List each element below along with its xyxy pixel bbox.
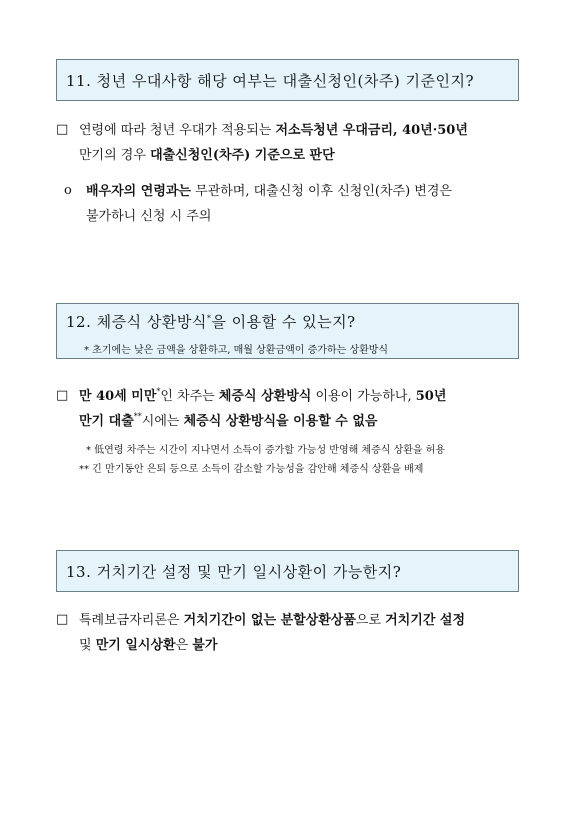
checkbox-bullet-icon: □ [56, 612, 69, 627]
answer-13-line-2: 및 만기 일시상환은 불가 [79, 638, 218, 653]
question-13-box [56, 550, 519, 592]
answer-11-paragraph [79, 118, 468, 168]
question-12-footnote: * 초기에는 낮은 금액을 상환하고, 매월 상환금액이 증가하는 상환방식 [84, 345, 389, 356]
question-11-title: 11. 청년 우대사항 해당 여부는 대출신청인(차주) 기준인지? [66, 72, 474, 90]
question-12-title: 12. 체증식 상환방식*을 이용할 수 있는지? [66, 313, 356, 331]
checkbox-bullet-icon: □ [56, 122, 69, 137]
answer-12-note-2: ** 긴 만기동안 은퇴 등으로 소득이 감소할 가능성을 감안해 체증식 상환을 배제 [79, 464, 424, 475]
question-11-box [56, 59, 519, 101]
answer-13-paragraph [79, 608, 465, 658]
question-12-box [56, 303, 519, 359]
answer-11-sub-line-2: 불가하니 신청 시 주의 [86, 209, 212, 224]
answer-13-line-1: 특례보금자리론은 거치기간이 없는 분할상환상품으로 거치기간 설정 [79, 613, 466, 628]
answer-12-line-1: 만 40세 미만*인 차주는 체증식 상환방식 이용이 가능하나, 50년 [79, 387, 447, 404]
answer-11-line-1: 연령에 따라 청년 우대가 적용되는 저소득청년 우대금리, 40년·50년 [79, 123, 468, 138]
answer-11-sub-line-1: 배우자의 연령과는 무관하며, 대출신청 이후 신청인(차주) 변경은 [86, 184, 452, 199]
checkbox-bullet-icon: □ [56, 388, 69, 403]
answer-12-line-2: 만기 대출**시에는 체증식 상환방식을 이용할 수 없음 [79, 412, 378, 429]
circle-bullet-icon: o [64, 183, 72, 198]
answer-12-note-1: * 低연령 차주는 시간이 지나면서 소득이 증가할 가능성 반영해 체증식 상환을 허용 [86, 445, 446, 456]
answer-11-line-2: 만기의 경우 대출신청인(차주) 기준으로 판단 [79, 148, 335, 163]
question-13-title: 13. 거치기간 설정 및 만기 일시상환이 가능한지? [66, 563, 402, 581]
answer-11-sub-paragraph [86, 179, 452, 229]
answer-12-paragraph [79, 384, 446, 434]
